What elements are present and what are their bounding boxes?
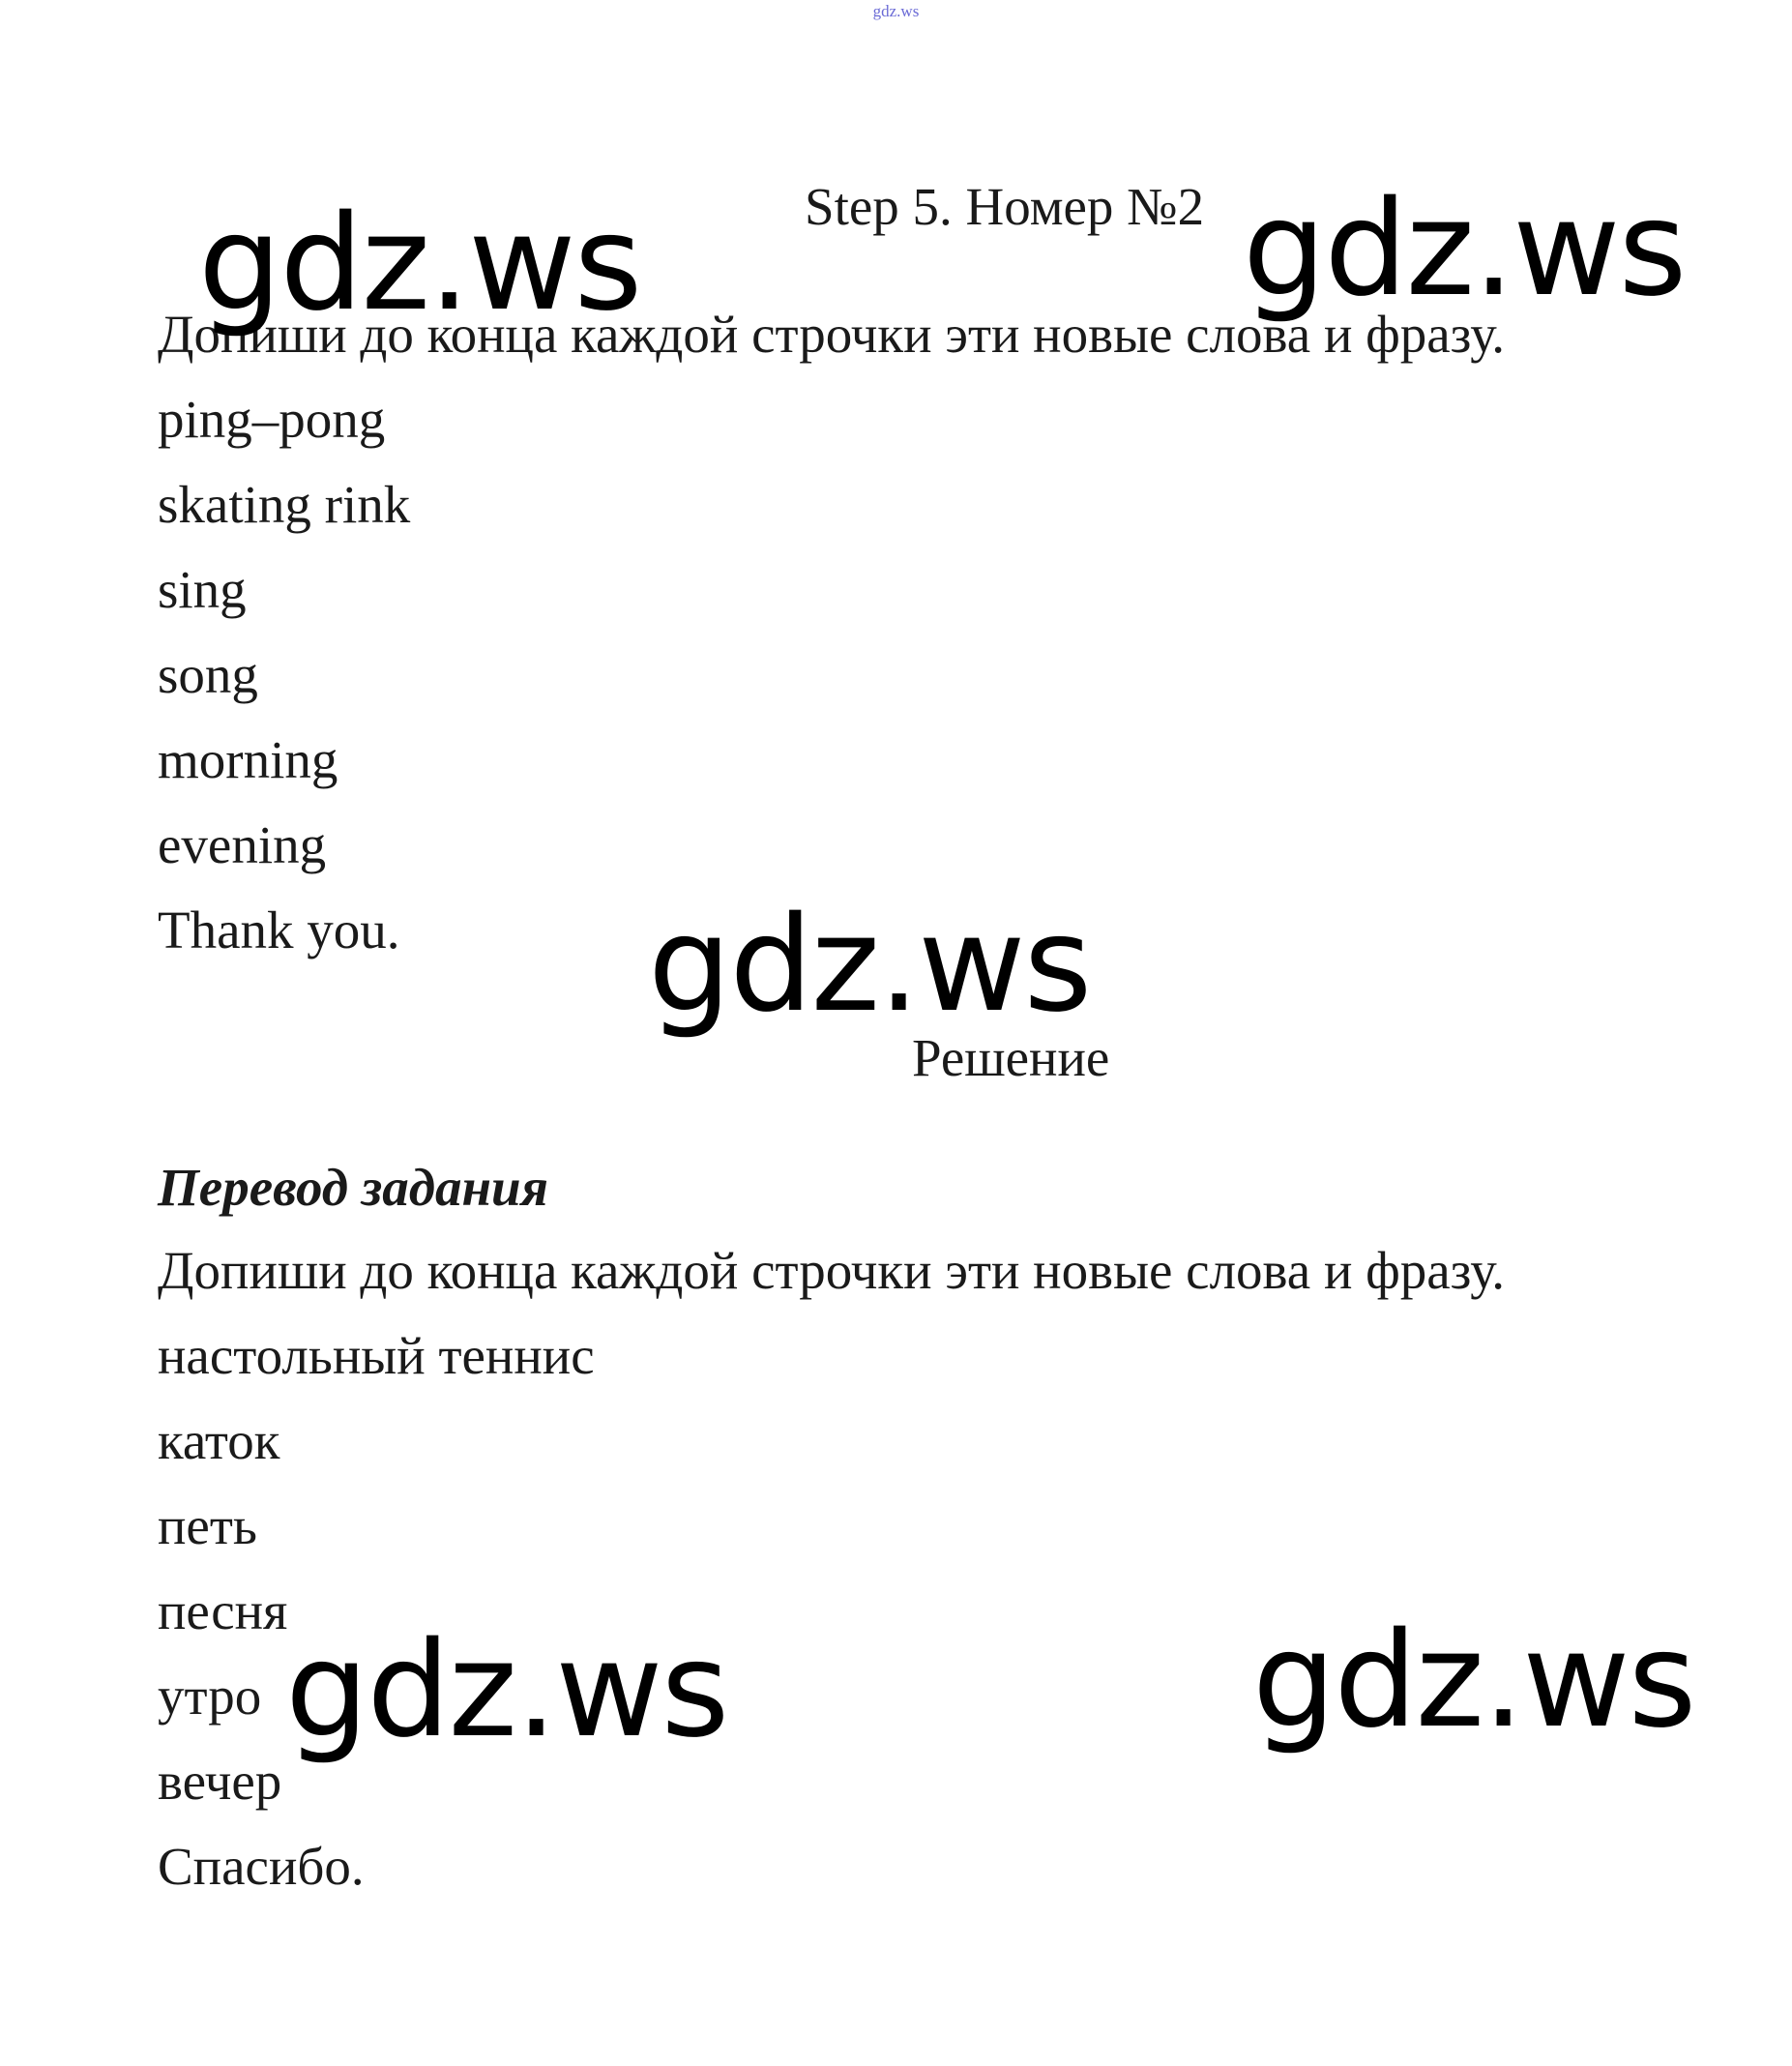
watermark: gdz.ws	[648, 889, 1091, 1042]
translation-item: петь	[158, 1496, 257, 1555]
translation-item: каток	[158, 1411, 280, 1470]
task-item: skating rink	[158, 475, 411, 534]
translation-item: настольный теннис	[158, 1326, 595, 1385]
watermark: gdz.ws	[285, 1614, 728, 1767]
translation-item: Спасибо.	[158, 1837, 365, 1896]
translation-item: вечер	[158, 1752, 282, 1811]
translation-item: утро	[158, 1667, 262, 1726]
translation-instruction: Допиши до конца каждой строчки эти новые слова и фразу.	[158, 1241, 1505, 1300]
top-site-link[interactable]: gdz.ws	[872, 2, 920, 20]
page-title: Step 5. Номер №2	[805, 177, 1205, 236]
solution-label: Решение	[912, 1028, 1110, 1087]
task-item: ping–pong	[158, 390, 386, 449]
task-instruction: Допиши до конца каждой строчки эти новые слова и фразу.	[158, 305, 1505, 364]
translation-item: песня	[158, 1581, 288, 1640]
task-item: Thank you.	[158, 900, 400, 959]
task-item: sing	[158, 560, 247, 619]
task-item: evening	[158, 815, 327, 874]
translation-heading: Перевод задания	[158, 1158, 548, 1217]
watermark: gdz.ws	[1243, 173, 1686, 326]
task-item: song	[158, 645, 258, 704]
watermark: gdz.ws	[1252, 1605, 1695, 1757]
watermark: gdz.ws	[198, 188, 641, 340]
task-item: morning	[158, 730, 338, 789]
